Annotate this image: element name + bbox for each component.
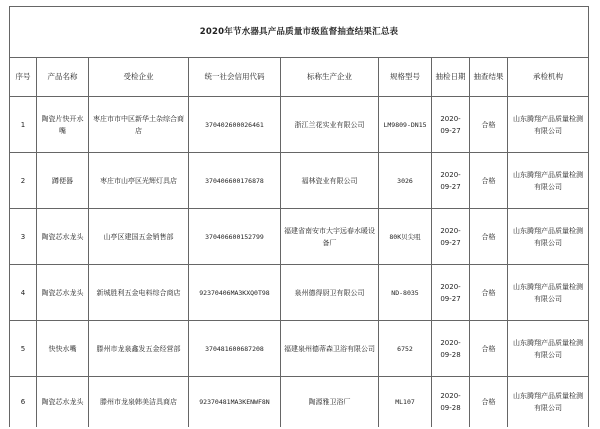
- table-row: [10, 209, 589, 265]
- table-row: [10, 153, 589, 209]
- cell-no: 4: [10, 265, 37, 321]
- cell-result: 合格: [470, 209, 508, 265]
- header-date: 抽检日期: [432, 58, 470, 97]
- cell-result: 合格: [470, 377, 508, 428]
- cell-date: 2020-09-28: [432, 321, 470, 377]
- cell-manufacturer: 福建泉州德蒂森卫浴有限公司: [281, 321, 379, 377]
- cell-manufacturer: 浙江兰花实业有限公司: [281, 97, 379, 153]
- header-model: 规格型号: [379, 58, 432, 97]
- cell-company: 枣庄市山亭区光辉灯具店: [89, 153, 189, 209]
- header-manufacturer: 标称生产企业: [281, 58, 379, 97]
- cell-credit-code: 92370406MA3KXQ0T98: [189, 265, 281, 321]
- cell-product: 陶瓷芯水龙头: [37, 209, 89, 265]
- cell-date: 2020-09-28: [432, 377, 470, 428]
- cell-product: 陶瓷片快开水嘴: [37, 97, 89, 153]
- cell-product: 陶瓷芯水龙头: [37, 265, 89, 321]
- cell-date: 2020-09-27: [432, 153, 470, 209]
- cell-lab: 山东腾翔产品质量检测有限公司: [508, 321, 589, 377]
- header-result: 抽查结果: [470, 58, 508, 97]
- cell-product: 蹲便器: [37, 153, 89, 209]
- header-product: 产品名称: [37, 58, 89, 97]
- table-row: [10, 265, 589, 321]
- cell-model: 80K贝尖咀: [379, 209, 432, 265]
- cell-credit-code: 370402600026461: [189, 97, 281, 153]
- cell-result: 合格: [470, 321, 508, 377]
- cell-no: 6: [10, 377, 37, 428]
- cell-result: 合格: [470, 97, 508, 153]
- cell-credit-code: 370406600176878: [189, 153, 281, 209]
- cell-company: 新城胜利五金电料综合商店: [89, 265, 189, 321]
- header-no: 序号: [10, 58, 37, 97]
- cell-credit-code: 92370481MA3KENWF8N: [189, 377, 281, 428]
- cell-product: 快快水嘴: [37, 321, 89, 377]
- cell-date: 2020-09-27: [432, 265, 470, 321]
- cell-model: ND-8035: [379, 265, 432, 321]
- cell-company: 山亭区建国五金销售部: [89, 209, 189, 265]
- cell-lab: 山东腾翔产品质量检测有限公司: [508, 377, 589, 428]
- cell-credit-code: 370406600152799: [189, 209, 281, 265]
- results-table: [9, 6, 589, 427]
- cell-result: 合格: [470, 153, 508, 209]
- cell-company: 滕州市龙泉韩美洁具商店: [89, 377, 189, 428]
- cell-lab: 山东腾翔产品质量检测有限公司: [508, 265, 589, 321]
- cell-manufacturer: 福林瓷业有限公司: [281, 153, 379, 209]
- cell-credit-code: 370481600687208: [189, 321, 281, 377]
- table-row: [10, 321, 589, 377]
- table-title: 2020年节水器具产品质量市级监督抽查结果汇总表: [10, 7, 589, 58]
- results-sheet: [9, 6, 588, 429]
- cell-model: 6752: [379, 321, 432, 377]
- table-row: [10, 97, 589, 153]
- cell-lab: 山东腾翔产品质量检测有限公司: [508, 209, 589, 265]
- cell-model: 3026: [379, 153, 432, 209]
- cell-manufacturer: 泉州德得厨卫有限公司: [281, 265, 379, 321]
- table-row: [10, 377, 589, 428]
- cell-manufacturer: 福建省南安市大宇远春水暖设备厂: [281, 209, 379, 265]
- cell-no: 2: [10, 153, 37, 209]
- header-row: [10, 58, 589, 97]
- cell-product: 陶瓷芯水龙头: [37, 377, 89, 428]
- cell-no: 5: [10, 321, 37, 377]
- cell-model: ML107: [379, 377, 432, 428]
- cell-no: 3: [10, 209, 37, 265]
- cell-date: 2020-09-27: [432, 97, 470, 153]
- cell-result: 合格: [470, 265, 508, 321]
- cell-lab: 山东腾翔产品质量检测有限公司: [508, 153, 589, 209]
- cell-lab: 山东腾翔产品质量检测有限公司: [508, 97, 589, 153]
- cell-manufacturer: 陶源雅卫浴厂: [281, 377, 379, 428]
- header-lab: 承检机构: [508, 58, 589, 97]
- header-company: 受检企业: [89, 58, 189, 97]
- cell-no: 1: [10, 97, 37, 153]
- header-credit-code: 统一社会信用代码: [189, 58, 281, 97]
- cell-company: 滕州市龙泉鑫发五金经营部: [89, 321, 189, 377]
- cell-date: 2020-09-27: [432, 209, 470, 265]
- cell-company: 枣庄市市中区新华土杂综合商店: [89, 97, 189, 153]
- cell-model: LM9809-DN15: [379, 97, 432, 153]
